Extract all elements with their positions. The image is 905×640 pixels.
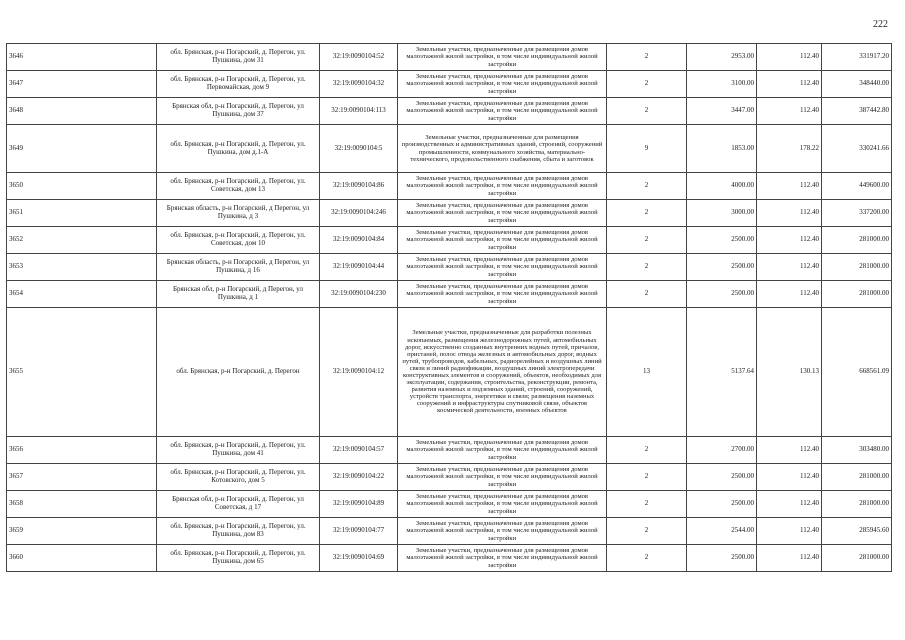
specific-value-cell: 130.13	[757, 308, 822, 437]
address-cell: Брянская обл, р-н Погарский, д. Перегон, ул Советская, д 17	[157, 491, 320, 518]
area-cell: 2544.00	[687, 518, 757, 545]
address-cell: обл. Брянская, р-н Погарский, д. Перегон, ул. Пушкина, дом 65	[157, 545, 320, 572]
cadastral-number-cell: 32:19:0090104:32	[320, 71, 398, 98]
specific-value-cell: 112.40	[757, 281, 822, 308]
area-cell: 2500.00	[687, 491, 757, 518]
row-number-cell: 3647	[7, 71, 157, 98]
specific-value-cell: 112.40	[757, 464, 822, 491]
cadastral-value-cell: 449600.00	[822, 173, 892, 200]
area-cell: 2500.00	[687, 227, 757, 254]
land-use-description-cell: Земельные участки, предназначенные для размещения домов малоэтажной жилой застройки, в том числе индивидуальной жилой застройки	[398, 281, 607, 308]
cadastral-value-cell: 668561.09	[822, 308, 892, 437]
address-cell: обл. Брянская, р-н Погарский, д. Перегон	[157, 308, 320, 437]
land-use-description-cell: Земельные участки, предназначенные для размещения домов малоэтажной жилой застройки, в том числе индивидуальной жилой застройки	[398, 227, 607, 254]
address-cell: Брянская область, р-н Погарский, д Перегон, ул Пушкина, д 3	[157, 200, 320, 227]
cadastral-number-cell: 32:19:0090104:84	[320, 227, 398, 254]
cadastral-number-cell: 32:19:0090104:12	[320, 308, 398, 437]
cadastral-value-cell: 348440.00	[822, 71, 892, 98]
address-cell: обл. Брянская, р-н Погарский, д. Перегон, ул. Пушкина, дом 41	[157, 437, 320, 464]
area-cell: 1853.00	[687, 125, 757, 173]
row-number-cell: 3646	[7, 44, 157, 71]
address-cell: обл. Брянская, р-н Погарский, д. Перегон, ул. Пушкина, дом д.1-А	[157, 125, 320, 173]
area-cell: 3447.00	[687, 98, 757, 125]
specific-value-cell: 112.40	[757, 200, 822, 227]
use-group-cell: 2	[607, 44, 687, 71]
cadastral-number-cell: 32:19:0090104:52	[320, 44, 398, 71]
use-group-cell: 13	[607, 308, 687, 437]
table-row	[7, 125, 892, 173]
area-cell: 3100.00	[687, 71, 757, 98]
cadastral-number-cell: 32:19:0090104:230	[320, 281, 398, 308]
cadastral-number-cell: 32:19:0090104:5	[320, 125, 398, 173]
cadastral-value-cell: 331917.20	[822, 44, 892, 71]
row-number-cell: 3657	[7, 464, 157, 491]
use-group-cell: 2	[607, 200, 687, 227]
use-group-cell: 2	[607, 491, 687, 518]
cadastral-number-cell: 32:19:0090104:89	[320, 491, 398, 518]
land-plots-table	[6, 43, 892, 572]
cadastral-value-cell: 281000.00	[822, 491, 892, 518]
table-row	[7, 464, 892, 491]
use-group-cell: 2	[607, 71, 687, 98]
row-number-cell: 3656	[7, 437, 157, 464]
address-cell: обл. Брянская, р-н Погарский, д. Перегон, ул. Советская, дом 13	[157, 173, 320, 200]
cadastral-value-cell: 303480.00	[822, 437, 892, 464]
address-cell: Брянская обл, р-н Погарский, д. Перегон, ул Пушкина, дом 37	[157, 98, 320, 125]
use-group-cell: 2	[607, 254, 687, 281]
address-cell: обл. Брянская, р-н Погарский, д. Перегон, ул. Советская, дом 10	[157, 227, 320, 254]
table-row	[7, 98, 892, 125]
specific-value-cell: 112.40	[757, 518, 822, 545]
specific-value-cell: 178.22	[757, 125, 822, 173]
row-number-cell: 3650	[7, 173, 157, 200]
row-number-cell: 3653	[7, 254, 157, 281]
land-use-description-cell: Земельные участки, предназначенные для размещения домов малоэтажной жилой застройки, в том числе индивидуальной жилой застройки	[398, 491, 607, 518]
area-cell: 2700.00	[687, 437, 757, 464]
cadastral-value-cell: 330241.66	[822, 125, 892, 173]
cadastral-number-cell: 32:19:0090104:113	[320, 98, 398, 125]
area-cell: 2500.00	[687, 464, 757, 491]
table-row	[7, 308, 892, 437]
row-number-cell: 3654	[7, 281, 157, 308]
cadastral-number-cell: 32:19:0090104:86	[320, 173, 398, 200]
use-group-cell: 2	[607, 98, 687, 125]
land-use-description-cell: Земельные участки, предназначенные для размещения домов малоэтажной жилой застройки, в том числе индивидуальной жилой застройки	[398, 173, 607, 200]
row-number-cell: 3649	[7, 125, 157, 173]
row-number-cell: 3651	[7, 200, 157, 227]
table-row	[7, 200, 892, 227]
cadastral-value-cell: 281000.00	[822, 227, 892, 254]
specific-value-cell: 112.40	[757, 545, 822, 572]
row-number-cell: 3659	[7, 518, 157, 545]
cadastral-number-cell: 32:19:0090104:69	[320, 545, 398, 572]
table-row	[7, 227, 892, 254]
area-cell: 3000.00	[687, 200, 757, 227]
use-group-cell: 2	[607, 227, 687, 254]
land-use-description-cell: Земельные участки, предназначенные для размещения домов малоэтажной жилой застройки, в том числе индивидуальной жилой застройки	[398, 98, 607, 125]
use-group-cell: 2	[607, 437, 687, 464]
use-group-cell: 2	[607, 545, 687, 572]
table-row	[7, 281, 892, 308]
address-cell: обл. Брянская, р-н Погарский, д. Перегон, ул. Пушкина, дом 31	[157, 44, 320, 71]
cadastral-value-cell: 337200.00	[822, 200, 892, 227]
specific-value-cell: 112.40	[757, 254, 822, 281]
use-group-cell: 9	[607, 125, 687, 173]
land-use-description-cell: Земельные участки, предназначенные для размещения домов малоэтажной жилой застройки, в том числе индивидуальной жилой застройки	[398, 254, 607, 281]
land-use-description-cell: Земельные участки, предназначенные для размещения домов малоэтажной жилой застройки, в том числе индивидуальной жилой застройки	[398, 464, 607, 491]
row-number-cell: 3660	[7, 545, 157, 572]
address-cell: обл. Брянская, р-н Погарский, д. Перегон, ул. Пушкина, дом 83	[157, 518, 320, 545]
cadastral-number-cell: 32:19:0090104:77	[320, 518, 398, 545]
address-cell: Брянская область, р-н Погарский, д Перегон, ул Пушкина, д 16	[157, 254, 320, 281]
table-row	[7, 254, 892, 281]
table-row	[7, 545, 892, 572]
specific-value-cell: 112.40	[757, 44, 822, 71]
address-cell: Брянская обл, р-н Погарский, д Перегон, ул Пушкина, д 1	[157, 281, 320, 308]
specific-value-cell: 112.40	[757, 71, 822, 98]
use-group-cell: 2	[607, 173, 687, 200]
cadastral-number-cell: 32:19:0090104:246	[320, 200, 398, 227]
area-cell: 5137.64	[687, 308, 757, 437]
area-cell: 4000.00	[687, 173, 757, 200]
land-use-description-cell: Земельные участки, предназначенные для размещения домов малоэтажной жилой застройки, в том числе индивидуальной жилой застройки	[398, 44, 607, 71]
table-row	[7, 71, 892, 98]
cadastral-value-cell: 285945.60	[822, 518, 892, 545]
cadastral-value-cell: 281000.00	[822, 254, 892, 281]
area-cell: 2500.00	[687, 545, 757, 572]
address-cell: обл. Брянская, р-н Погарский, д. Перегон, ул. Котовского, дом 5	[157, 464, 320, 491]
row-number-cell: 3655	[7, 308, 157, 437]
table-body	[7, 44, 892, 572]
land-use-description-cell: Земельные участки, предназначенные для размещения производственных и административных зданий, строений, сооружений промышленности, коммунального хозяйства, материально-технического, продовольственного снабжения, сбыта и заготовок	[398, 125, 607, 173]
land-use-description-cell: Земельные участки, предназначенные для размещения домов малоэтажной жилой застройки, в том числе индивидуальной жилой застройки	[398, 200, 607, 227]
cadastral-number-cell: 32:19:0090104:22	[320, 464, 398, 491]
row-number-cell: 3648	[7, 98, 157, 125]
table-row	[7, 437, 892, 464]
area-cell: 2500.00	[687, 281, 757, 308]
land-use-description-cell: Земельные участки, предназначенные для размещения домов малоэтажной жилой застройки, в том числе индивидуальной жилой застройки	[398, 437, 607, 464]
specific-value-cell: 112.40	[757, 437, 822, 464]
use-group-cell: 2	[607, 518, 687, 545]
specific-value-cell: 112.40	[757, 98, 822, 125]
land-use-description-cell: Земельные участки, предназначенные для размещения домов малоэтажной жилой застройки, в том числе индивидуальной жилой застройки	[398, 545, 607, 572]
table-row	[7, 173, 892, 200]
table-row	[7, 491, 892, 518]
land-use-description-cell: Земельные участки, предназначенные для разработки полезных ископаемых, размещения железнодорожных путей, автомобильных дорог, искусственно созданных внутренних водных путей, причалов, пристаней, полос отвода железных и автомобильных дорог, водных путей, трубопроводов, кабельных, радиорелейных и воздушных линий связи и линий радиофикации, воздушных линий электропередачи конструктивных элементов и сооружений, объектов, необходимых для эксплуатации, содержания, строительства, реконструкции, ремонта, развития наземных и подземных зданий, строений, сооружений, устройств транспорта, энергетики и связи; размещения наземных сооружений и инфраструктуры спутниковой связи, объектов космической деятельности, военных объектов	[398, 308, 607, 437]
cadastral-number-cell: 32:19:0090104:57	[320, 437, 398, 464]
cadastral-value-cell: 281000.00	[822, 464, 892, 491]
land-use-description-cell: Земельные участки, предназначенные для размещения домов малоэтажной жилой застройки, в том числе индивидуальной жилой застройки	[398, 518, 607, 545]
table-row	[7, 44, 892, 71]
cadastral-value-cell: 281000.00	[822, 281, 892, 308]
row-number-cell: 3652	[7, 227, 157, 254]
specific-value-cell: 112.40	[757, 227, 822, 254]
specific-value-cell: 112.40	[757, 491, 822, 518]
area-cell: 2500.00	[687, 254, 757, 281]
cadastral-value-cell: 281000.00	[822, 545, 892, 572]
page-number: 222	[873, 19, 888, 30]
cadastral-number-cell: 32:19:0090104:44	[320, 254, 398, 281]
use-group-cell: 2	[607, 464, 687, 491]
use-group-cell: 2	[607, 281, 687, 308]
row-number-cell: 3658	[7, 491, 157, 518]
land-use-description-cell: Земельные участки, предназначенные для размещения домов малоэтажной жилой застройки, в том числе индивидуальной жилой застройки	[398, 71, 607, 98]
cadastral-value-cell: 387442.80	[822, 98, 892, 125]
specific-value-cell: 112.40	[757, 173, 822, 200]
area-cell: 2953.00	[687, 44, 757, 71]
address-cell: обл. Брянская, р-н Погарский, д. Перегон, ул. Первомайская, дом 9	[157, 71, 320, 98]
table-row	[7, 518, 892, 545]
